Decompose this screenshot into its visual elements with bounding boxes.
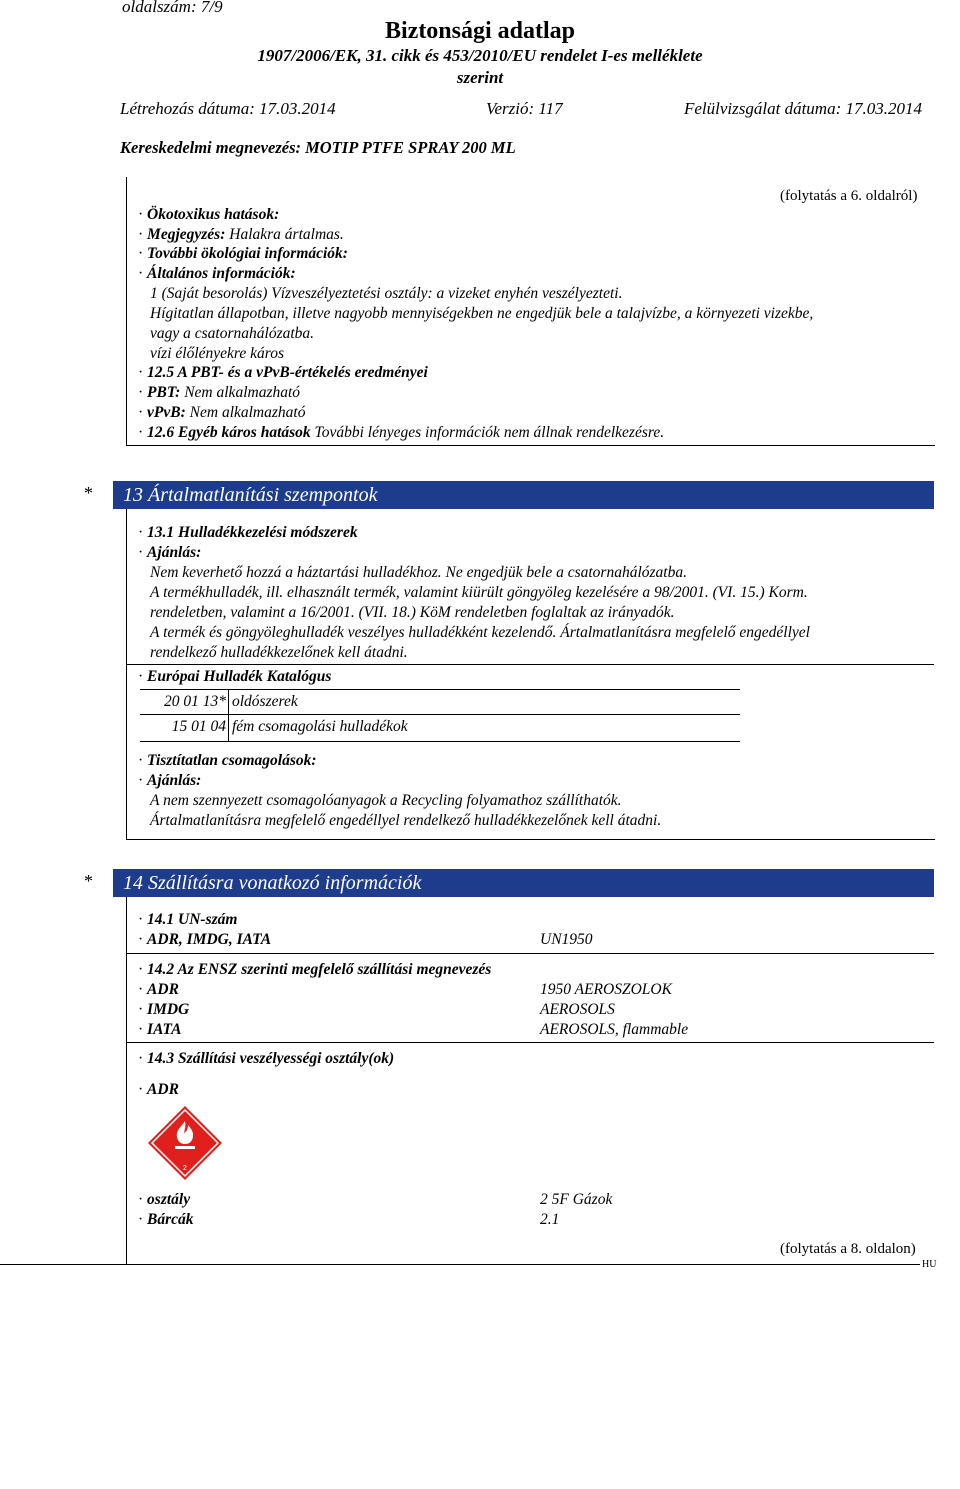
un-number-value: UN1950	[540, 931, 593, 948]
revision-star: *	[84, 483, 93, 503]
general-info-label: · Általános információk:	[138, 265, 296, 282]
adr-label-2: · ADR	[138, 1081, 179, 1098]
created-date: Létrehozás dátuma: 17.03.2014	[120, 99, 336, 118]
general-line: vagy a csatornahálózatba.	[150, 325, 315, 342]
iata-label: · IATA	[138, 1021, 182, 1038]
class-value: 2 5F Gázok	[540, 1191, 613, 1208]
version: Verzió: 117	[486, 99, 563, 118]
adr-label: · ADR	[138, 981, 179, 998]
packaging-line: A nem szennyezett csomagolóanyagok a Recycling folyamathoz szállíthatók.	[150, 792, 622, 809]
un-number-heading: · 14.1 UN-szám	[138, 911, 238, 928]
note-line: · Megjegyzés: Halakra ártalmas.	[138, 226, 344, 243]
flammable-gas-pictogram-icon	[146, 1104, 224, 1182]
un-number-line: · ADR, IMDG, IATA	[138, 931, 272, 948]
continued-from: (folytatás a 6. oldalról)	[780, 188, 918, 204]
general-line: 1 (Saját besorolás) Vízveszélyeztetési osztály: a vizeket enyhén veszélyezteti.	[150, 285, 623, 302]
recommend-label: · Ajánlás:	[138, 544, 202, 561]
continued-on: (folytatás a 8. oldalon)	[780, 1241, 916, 1257]
labels-value: 2.1	[540, 1211, 560, 1228]
document-title: Biztonsági adatlap	[384, 18, 576, 44]
other-effects-line: · 12.6 Egyéb káros hatások További lényeges információk nem állnak rendelkezésre.	[138, 424, 665, 441]
waste-line: rendeletben, valamint a 16/2001. (VII. 18.) KöM rendeletben foglaltak az irányadók.	[150, 604, 675, 621]
revision-star: *	[84, 871, 93, 891]
packaging-line: Ártalmatlanításra megfelelő engedéllyel rendelkező hulladékkezelőnek kell átadni.	[150, 812, 662, 829]
divider	[126, 953, 934, 954]
iata-value: AEROSOLS, flammable	[540, 1021, 689, 1038]
catalog-column-divider	[228, 689, 229, 741]
language-code: HU	[922, 1259, 937, 1270]
further-eco-label: · További ökológiai információk:	[138, 245, 348, 262]
general-line: Hígitatlan állapotban, illetve nagyobb mennyiségekben ne engedjük bele a talajvízbe, a környezeti vizekbe,	[150, 305, 814, 322]
waste-line: A termék és göngyöleghulladék veszélyes hulladékként kezelendő. Ártalmatlanításra megfelelő engedéllyel	[150, 624, 810, 641]
class-label: · osztály	[138, 1191, 191, 1208]
pbt-heading: · 12.5 A PBT- és a vPvB-értékelés eredményei	[138, 364, 428, 381]
page-number: oldalszám: 7/9	[122, 0, 223, 16]
waste-line: Nem keverhető hozzá a háztartási hulladékhoz. Ne engedjük bele a csatornahálózatba.	[150, 564, 687, 581]
catalog-code: 20 01 13*	[164, 693, 226, 710]
catalog-label: · Európai Hulladék Katalógus	[138, 668, 332, 685]
catalog-desc: fém csomagolási hulladékok	[232, 718, 408, 735]
catalog-code: 15 01 04	[171, 718, 226, 735]
section-14-title: 14 Szállításra vonatkozó információk	[113, 869, 934, 897]
divider	[126, 1042, 934, 1043]
catalog-desc: oldószerek	[232, 693, 298, 710]
hazard-class-heading: · 14.3 Szállítási veszélyességi osztály(ok)	[138, 1050, 395, 1067]
imdg-label: · IMDG	[138, 1001, 190, 1018]
waste-line: rendelkező hulladékkezelőnek kell átadni.	[150, 644, 408, 661]
adr-value: 1950 AEROSZOLOK	[540, 981, 672, 998]
regulation-line-1: 1907/2006/EK, 31. cikk és 453/2010/EU rendelet I-es melléklete	[257, 46, 703, 65]
section-13-title: 13 Ártalmatlanítási szempontok	[113, 481, 934, 509]
divider	[126, 664, 934, 665]
uncleaned-label: · Tisztítatlan csomagolások:	[138, 752, 317, 769]
waste-line: A termékhulladék, ill. elhasznált termék, valamint kiürült göngyöleg kezelésére a 98/2001. (VI. 15.) Korm.	[150, 584, 808, 601]
review-date: Felülvizsgálat dátuma: 17.03.2014	[684, 99, 922, 118]
catalog-divider	[140, 714, 740, 715]
pictogram-class-number: 2	[183, 1165, 187, 1172]
footer-rule	[0, 1264, 920, 1265]
recommend-label: · Ajánlás:	[138, 772, 202, 789]
pbt-line: · PBT: Nem alkalmazható	[138, 384, 301, 401]
catalog-divider	[140, 741, 740, 742]
regulation-line-2: szerint	[456, 68, 504, 87]
labels-label: · Bárcák	[138, 1211, 194, 1228]
shipping-name-heading: · 14.2 Az ENSZ szerinti megfelelő szállítási megnevezés	[138, 961, 492, 978]
ecotox-label: · Ökotoxikus hatások:	[138, 206, 280, 223]
waste-methods-heading: · 13.1 Hulladékkezelési módszerek	[138, 524, 358, 541]
general-line: vízi élőlényekre káros	[150, 345, 284, 362]
imdg-value: AEROSOLS	[540, 1001, 615, 1018]
trade-name: Kereskedelmi megnevezés: MOTIP PTFE SPRAY 200 ML	[120, 138, 516, 157]
vpvb-line: · vPvB: Nem alkalmazható	[138, 404, 306, 421]
catalog-divider	[140, 689, 740, 690]
